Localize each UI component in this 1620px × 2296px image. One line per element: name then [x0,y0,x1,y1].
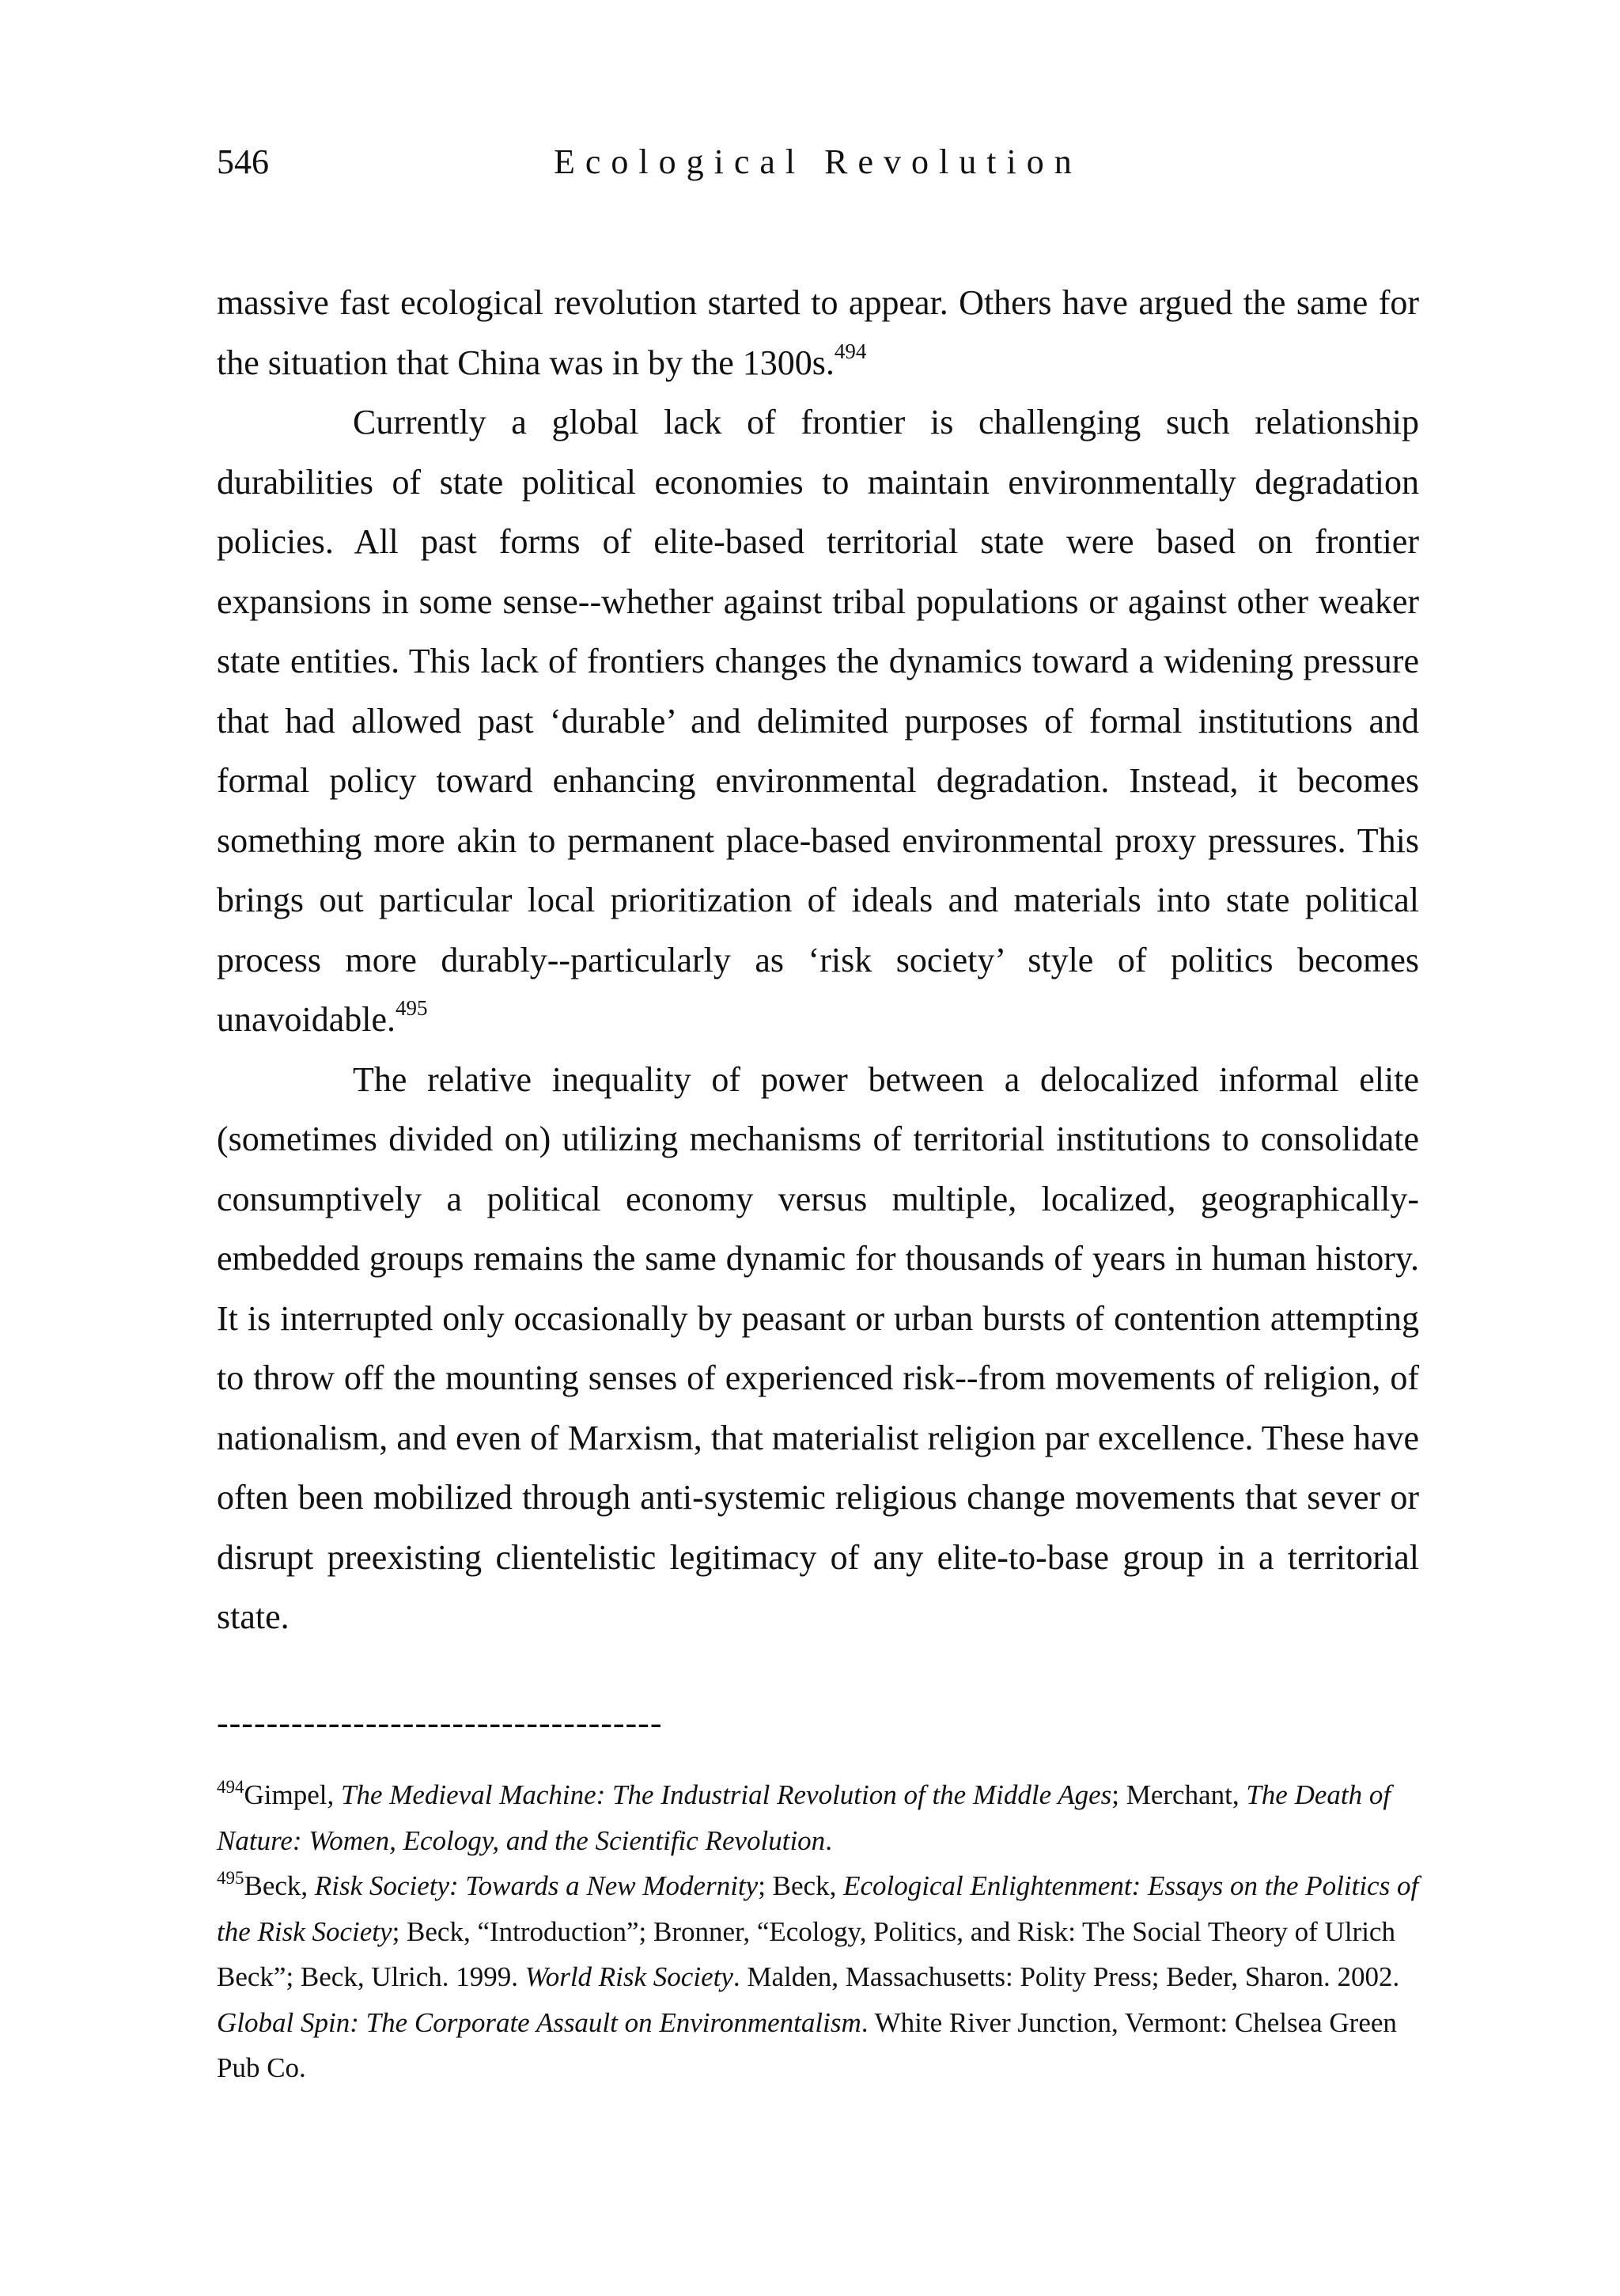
footnote-text: ; Merchant, [1111,1779,1247,1810]
cited-title: The Medieval Machine: The Industrial Revolution of the Middle Ages [340,1779,1112,1810]
footnote-ref: 495 [396,996,428,1020]
paragraph [217,392,1419,1050]
footnote-text: . Malden, Massachusetts: Polity Press; Beder, Sharon. 2002. [732,1961,1400,1992]
footnote-494 [217,1772,1419,1863]
paragraph [217,273,1419,392]
footnote-text: ; Beck, “Introduction”; Bronner, “Ecology, Politics, and Risk: The Social Theory of Ulrich Beck”; Beck, Ulrich. 1999. [217,1915,1395,1992]
paragraph-text: Currently a global lack of frontier is challenging such relationship durabilities of state political economies to maintain environmentally degradation policies. All past forms of elite-based territorial state were based on frontier expansions in some sense--whether against tribal populations or against other weaker state entities. This lack of frontiers changes the dynamics toward a widening pressure that had allowed past ‘durable’ and delimited purposes of formal institutions and formal policy toward enhancing environmental degradation. Instead, it becomes something more akin to permanent place-based environmental proxy pressures. This brings out particular local prioritization of ideals and materials into state political process more durably--particularly as ‘risk society’ style of politics becomes unavoidable. [217,403,1419,1039]
page-number: 546 [217,142,269,181]
paragraph-text: The relative inequality of power between a delocalized informal elite (sometimes divided on) utilizing mechanisms of territorial institutions to consolidate consumptively a political economy versus multiple, localized, geographically-embedded groups remains the same dynamic for thousands of years in human history. It is interrupted only occasionally by peasant or urban bursts of contention attempting to throw off the mounting senses of experienced risk--from movements of religion, of nationalism, and even of Marxism, that materialist religion par excellence. These have often been mobilized through anti-systemic religious change movements that sever or disrupt preexisting clientelistic legitimacy of any elite-to-base group in a territorial state. [217,1059,1419,1636]
main-text [217,273,1419,1647]
footnotes [217,1772,1419,2091]
footnote-separator: ------------------------------------ [217,1703,663,1742]
paragraph-text: massive fast ecological revolution started to appear. Others have argued the same for the situation that China was in by the 1300s. [217,283,1419,382]
footnote-text: . White River Junction, Vermont: Chelsea Green Pub Co. [217,2006,1397,2083]
footnote-ref: 494 [834,339,867,363]
footnote-text: Beck, [244,1870,315,1901]
cited-title: Ecological Enlightenment: Essays on the Politics of the Risk Society [217,1870,1419,1947]
footnote-495 [217,1863,1419,2091]
cited-title: The Death of Nature: Women, Ecology, and the Scientific Revolution [217,1779,1391,1856]
cited-title: World Risk Society [524,1961,733,1992]
footnote-number: 494 [217,1777,244,1797]
footnote-text: ; Beck, [758,1870,844,1901]
cited-title: Risk Society: Towards a New Modernity [314,1870,759,1901]
paragraph [217,1050,1419,1647]
cited-title: Global Spin: The Corporate Assault on Environmentalism [217,2006,861,2038]
footnote-text: Gimpel, [244,1779,341,1810]
footnote-number: 495 [217,1868,244,1888]
footnote-text: . [825,1824,832,1856]
running-title: Ecological Revolution [554,142,1082,181]
